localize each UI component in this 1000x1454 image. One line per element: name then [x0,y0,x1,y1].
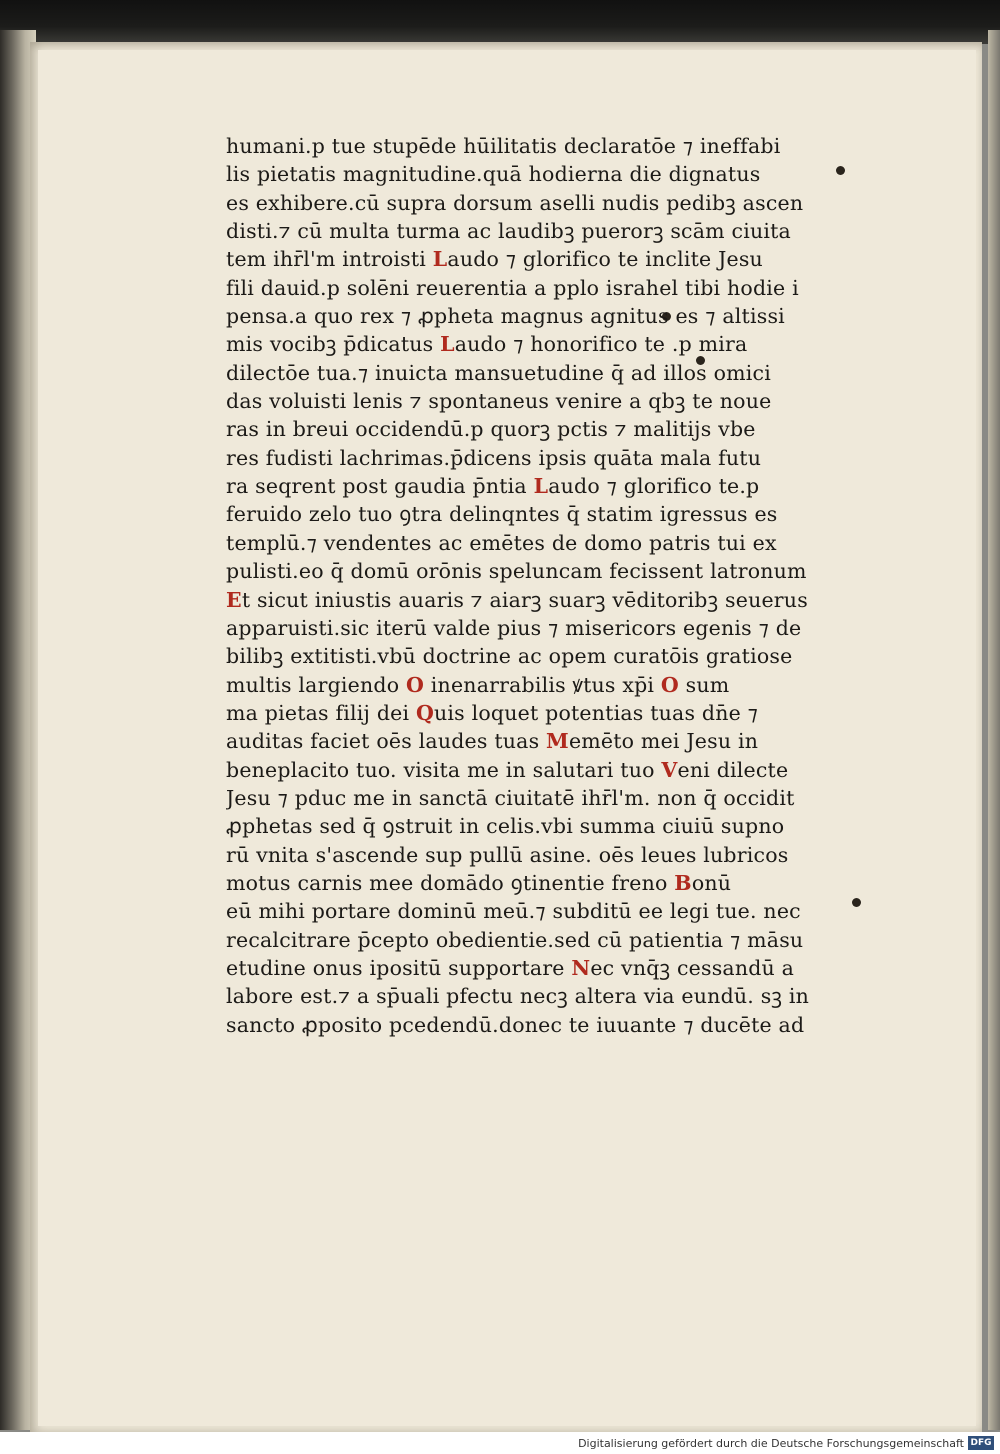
text-line [226,642,904,670]
text-segment: labore est.⁊ a sp̄uali pfectu necꝫ altera via eundū. sꝫ in [226,984,809,1009]
text-line [226,132,904,160]
text-line [226,330,904,358]
printed-text-block [226,132,904,1039]
rubricated-initial: O [406,672,425,697]
text-segment: auditas faciet oēs laudes tuas [226,729,547,754]
text-line [226,189,904,217]
text-segment: pulisti.eo q̄ domū orōnis speluncam fecissent latronum [226,559,807,584]
text-line [226,387,904,415]
text-line [226,274,904,302]
text-line [226,897,904,925]
text-line [226,217,904,245]
text-line [226,557,904,585]
text-segment: audo ⁊ glorifico te.p [548,474,760,499]
text-line [226,245,904,273]
text-line [226,160,904,188]
text-segment: multis largiendo [226,672,407,697]
text-segment: feruido zelo tuo ꝯtra delinqntes q̄ statim igressus es [226,502,778,527]
text-segment: uis loquet potentias tuas dn̄e ⁊ [434,700,759,725]
rubricated-initial: B [674,870,692,895]
text-line [226,614,904,642]
text-segment: motus carnis mee domādo ꝯtinentie freno [226,870,675,895]
footer-bar [0,1432,1000,1454]
text-segment: apparuisti.sic iterū valde pius ⁊ misericors egenis ⁊ de [226,615,802,640]
text-segment: ras in breui occidendū.p quorꝫ pctis ⁊ malitijs vbe [226,417,756,442]
page-right-edge [988,30,1000,1430]
text-segment: etudine onus ipositū supportare [226,955,572,980]
text-segment: emēto mei Jesu in [568,729,759,754]
text-segment: Jesu ⁊ pduc me in sanctā ciuitatē ihr̄l'm. non q̄ occidit [226,785,795,810]
rubricated-initial: L [533,474,549,499]
text-line [226,444,904,472]
rubricated-initial: Q [415,700,435,725]
text-segment: ec vnq̄ꝫ cessandū a [590,955,795,980]
text-segment: fili dauid.p solēni reuerentia a pplo israhel tibi hodie i [226,275,799,300]
text-segment: beneplacito tuo. visita me in salutari tuo [226,757,662,782]
text-line [226,359,904,387]
text-segment: audo ⁊ glorifico te inclite Jesu [447,247,763,272]
text-line [226,699,904,727]
text-segment: tem ihr̄l'm introisti [226,247,433,272]
text-line [226,472,904,500]
text-segment: das voluisti lenis ⁊ spontaneus venire a qbꝫ te noue [226,389,772,414]
text-segment: dilectōe tua.⁊ inuicta mansuetudine q̄ ad illos omici [226,360,771,385]
text-segment: inenarrabilis ꝟtus xp̄i [424,672,661,697]
rubricated-initial: M [546,729,569,754]
text-segment: onū [691,870,732,895]
text-segment: res fudisti lachrimas.p̄dicens ipsis quāta mala futu [226,445,762,470]
text-segment: ra seqrent post gaudia p̄ntia [226,474,534,499]
text-line [226,982,904,1010]
text-segment: recalcitrare p̄cepto obedientie.sed cū patientia ⁊ māsu [226,927,804,952]
text-segment: humani.p tue stupēde hūilitatis declaratōe ⁊ ineffabi [226,134,781,158]
text-segment: es exhibere.cū supra dorsum aselli nudis pedibꝫ ascen [226,190,804,215]
text-line [226,869,904,897]
text-segment: sum [678,672,730,697]
text-line [226,926,904,954]
text-segment: templū.⁊ vendentes ac emētes de domo patris tui ex [226,530,777,555]
text-segment: eū mihi portare dominū meū.⁊ subditū ee legi tue. nec [226,899,801,924]
text-line [226,727,904,755]
text-segment: ma pietas filij dei [226,700,416,725]
text-line [226,529,904,557]
text-line [226,302,904,330]
text-line [226,841,904,869]
text-segment: bilibꝫ extitisti.vbū doctrine ac opem curatōis gratiose [226,644,793,669]
text-line [226,500,904,528]
text-segment: pensa.a quo rex ⁊ ꝓpheta magnus agnitus es ⁊ altissi [226,304,785,329]
rubricated-initial: E [226,587,242,612]
text-line [226,784,904,812]
rubricated-initial: V [661,757,678,782]
text-segment: mis vocibꝫ p̄dicatus [226,332,441,357]
text-segment: t sicut iniustis auaris ⁊ aiarꝫ suarꝫ vēditoribꝫ seuerus [241,587,808,612]
rubricated-initial: L [432,247,448,272]
text-line [226,812,904,840]
text-line [226,671,904,699]
text-segment: eni dilecte [677,757,789,782]
scan-top-shadow [0,0,1000,44]
text-segment: lis pietatis magnitudine.quā hodierna die dignatus [226,162,761,187]
text-segment: audo ⁊ honorifico te .p mira [454,332,748,357]
text-line [226,1011,904,1039]
text-line [226,954,904,982]
text-segment: rū vnita s'ascende sup pullū asine. oēs leues lubricos [226,842,789,867]
text-line [226,415,904,443]
text-segment: sancto ꝓposito pcedendū.donec te iuuante ⁊ ducēte ad [226,1012,805,1037]
dfg-logo: DFG [968,1436,994,1450]
text-line [226,586,904,614]
rubricated-initial: O [660,672,679,697]
text-segment: disti.⁊ cū multa turma ac laudibꝫ puerorꝫ scām ciuita [226,219,791,244]
text-line [226,756,904,784]
text-segment: ꝓphetas sed q̄ ꝯstruit in celis.vbi summa ciuiū supno [226,814,785,839]
funding-credit: Digitalisierung gefördert durch die Deutsche Forschungsgemeinschaft [578,1437,964,1450]
rubricated-initial: N [571,955,591,980]
rubricated-initial: L [440,332,455,357]
